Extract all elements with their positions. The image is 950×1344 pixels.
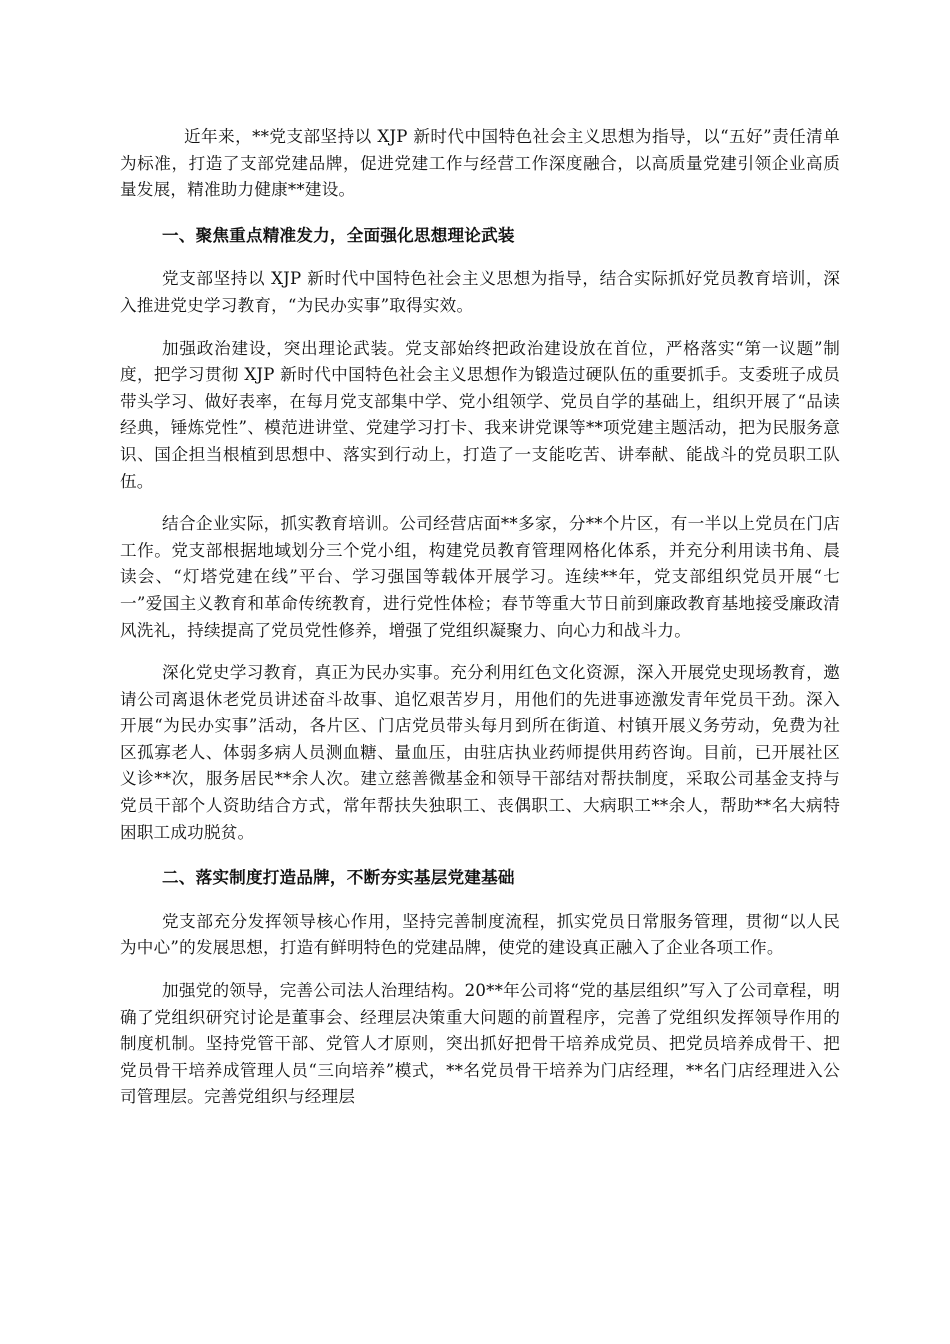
section-2-paragraph-1: 党支部充分发挥领导核心作用，坚持完善制度流程，抓实党员日常服务管理，贯彻“以人民为中心”的发展思想，打造有鲜明特色的党建品牌，使党的建设真正融入了企业各项工作。: [120, 911, 840, 958]
section-1-paragraph-1: 党支部坚持以 XJP 新时代中国特色社会主义思想为指导，结合实际抓好党员教育培训，深入推进党史学习教育，“为民办实事”取得实效。: [120, 269, 840, 315]
section-1-paragraph-3: 结合企业实际，抓实教育培训。公司经营店面**多家，分**个片区，有一半以上党员在门店工作。党支部根据地域划分三个党小组，构建党员教育管理网格化体系，并充分利用读书角、晨读会、“灯塔党建在线”平台、学习强国等载体开展学习。连续**年，党支部组织党员开展“七一”爱国主义教育和革命传统教育，进行党性体检；春节等重大节日前到廉政教育基地接受廉政清风洗礼，持续提高了党员党性修养，增强了党组织凝聚力、向心力和战斗力。: [120, 514, 840, 640]
section-1-paragraph-2: 加强政治建设，突出理论武装。党支部始终把政治建设放在首位，严格落实“第一议题”制度，把学习贯彻 XJP 新时代中国特色社会主义思想作为锻造过硬队伍的重要抓手。支委班子成员带头学习、做好表率，在每月党支部集中学、党小组领学、党员自学的基础上，组织开展了“品读经典，锤炼党性”、模范进讲堂、党建学习打卡、我来讲党课等**项党建主题活动，把为民服务意识、国企担当根植到思想中、落实到行动上，打造了一支能吃苦、讲奉献、能战斗的党员职工队伍。: [120, 338, 840, 491]
section-1-heading: 一、聚焦重点精准发力，全面强化思想理论武装: [162, 224, 515, 245]
section-1-paragraph-4: 深化党史学习教育，真正为民办实事。充分利用红色文化资源，深入开展党史现场教育，邀请公司离退休老党员讲述奋斗故事、追忆艰苦岁月，用他们的先进事迹激发青年党员干劲。深入开展“为民办实事”活动，各片区、门店党员带头每月到所在街道、村镇开展义务劳动，免费为社区孤寡老人、体弱多病人员测血糖、量血压，由驻店执业药师提供用药咨询。目前，已开展社区义诊**次，服务居民**余人次。建立慈善微基金和领导干部结对帮扶制度，采取公司基金支持与党员干部个人资助结合方式，常年帮扶失独职工、丧偶职工、大病职工**余人，帮助**名大病特困职工成功脱贫。: [120, 663, 840, 842]
intro-paragraph: 近年来，**党支部坚持以 XJP 新时代中国特色社会主义思想为指导，以“五好”责任清单为标准，打造了支部党建品牌，促进党建工作与经营工作深度融合，以高质量党建引领企业高质量发展，精准助力健康**建设。: [120, 127, 840, 200]
section-2-paragraph-2: 加强党的领导，完善公司法人治理结构。20**年公司将“党的基层组织”写入了公司章程，明确了党组织研究讨论是董事会、经理层决策重大问题的前置程序，完善了党组织发挥领导作用的制度机制。坚持党管干部、党管人才原则，突出抓好把骨干培养成党员、把党员培养成骨干、把党员骨干培养成管理人员“三向培养”模式，**名党员骨干培养为门店经理，**名门店经理进入公司管理层。完善党组织与经理层: [120, 981, 840, 1107]
section-2-heading: 二、落实制度打造品牌，不断夯实基层党建基础: [162, 867, 515, 888]
document-body: [120, 124, 840, 1111]
